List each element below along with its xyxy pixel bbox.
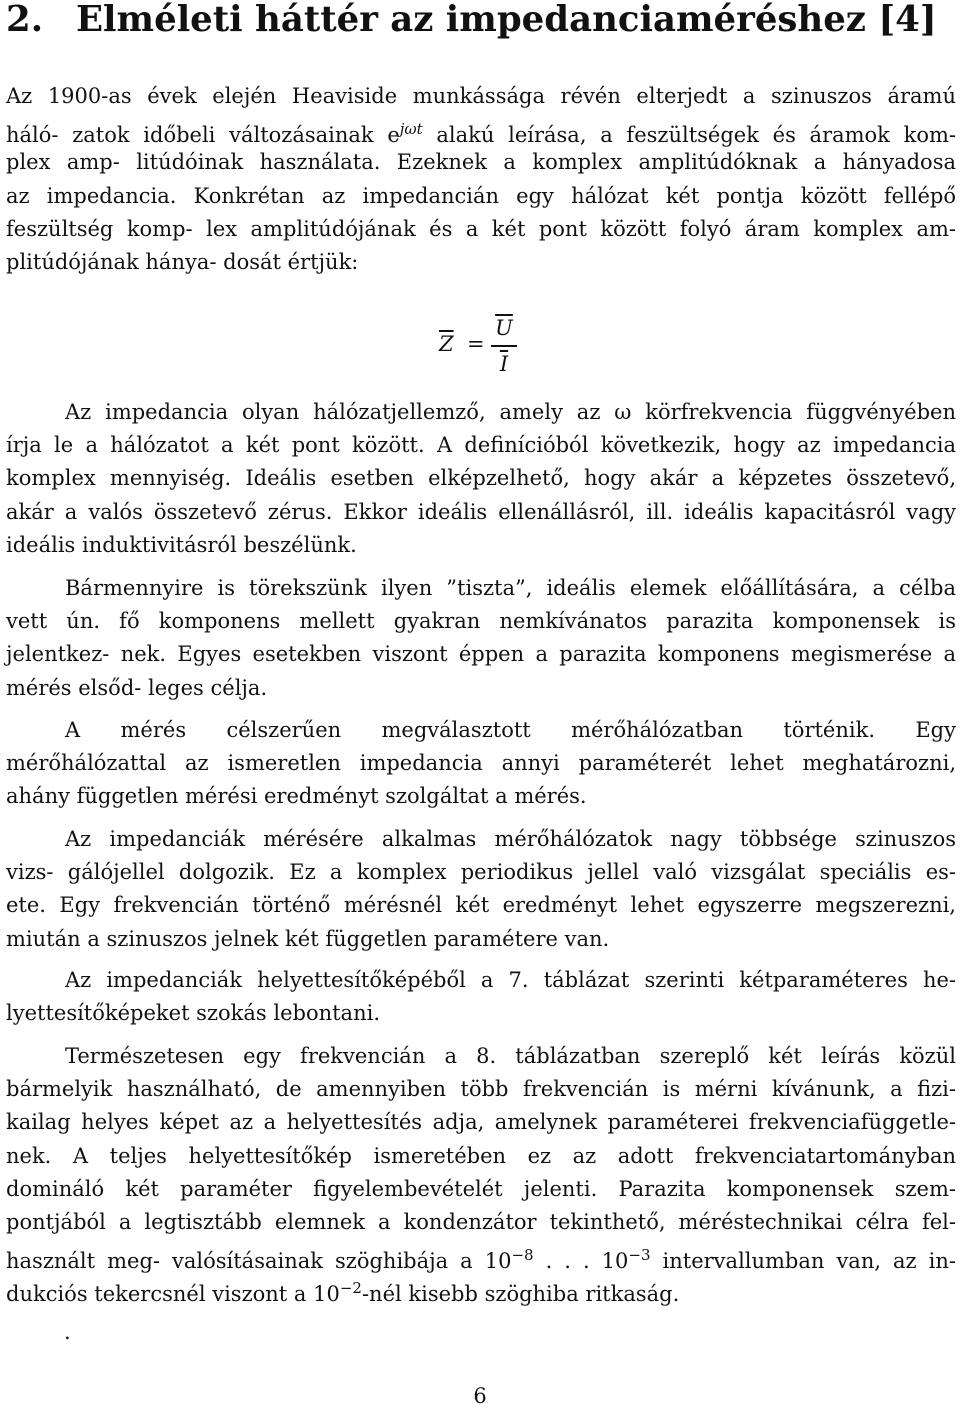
text-line: az impedancia. Konkrétan az impedancián egy hálózat két pontja között fellépő (6, 183, 956, 208)
text-line: Az impedanciák helyettesítőképéből a 7. táblázat szerinti kétparaméteres he- (65, 968, 956, 992)
impedance-formula (437, 313, 527, 379)
text-line: írja le a hálózatot a két pont között. A definícióból következik, hogy az impedancia (6, 433, 956, 458)
formula-equals: = (467, 332, 485, 356)
text-line: pontjából a legtisztább elemnek a kondenzátor tekinthető, méréstechnikai célra fel- (6, 1210, 956, 1234)
text-line: vett ún. fő komponens mellett gyakran nemkívánatos parazita komponensek is (6, 609, 956, 634)
text-line: feszültség komp- lex amplitúdójának és a két pont között folyó áram komplex am- (6, 216, 956, 241)
text-line: használt meg- valósításainak szöghibája a $10^{-8}$ . . . $10^{-3}$ intervallumban van, az in- (6, 1246, 956, 1274)
section-title: Elméleti háttér az impedanciaméréshez [4] (76, 0, 937, 40)
text-line: jelentkez- nek. Egyes esetekben viszont éppen a parazita komponens megismerése a (6, 642, 956, 667)
page-number: 6 (473, 1384, 487, 1408)
text-line: akár a valós összetevő zérus. Ekkor ideális ellenállásról, ill. ideális kapacitásról vagy (6, 499, 956, 524)
formula-denominator: I (499, 351, 509, 376)
text-line: domináló két paraméter figyelembevételét jelenti. Parazita komponensek szem- (6, 1176, 956, 1201)
text-line: Az impedanciák mérésére alkalmas mérőhálózatok nagy többsége szinuszos (65, 827, 956, 851)
text-line: dukciós tekercsnél viszont a $10^{-2}$-nél kisebb szöghiba ritkaság. (6, 1279, 680, 1307)
text-line: háló- zatok időbeli változásainak $e^{j\omega t}$ alakú leírása, a feszültségek és áramok kom- (6, 120, 956, 148)
text-line: komplex mennyiség. Ideális esetben elképzelhető, hogy akár a képzetes összetevő, (6, 466, 956, 491)
text-line: lyettesítőképeket szokás lebontani. (6, 1001, 380, 1026)
section-number: 2. (6, 0, 44, 40)
text-line: kailag helyes képet az a helyettesítés adja, amelynek paraméterei frekvenciafüggetle- (6, 1110, 956, 1135)
text-line: plitúdójának hánya- dosát értjük: (6, 250, 359, 274)
text-line: ahány független mérési eredményt szolgáltat a mérés. (6, 784, 587, 809)
text-line: bármelyik használható, de amennyiben több frekvencián is mérni kívánunk, a fizi- (6, 1077, 956, 1102)
text-line: plex amp- litúdóinak használata. Ezeknek a komplex amplitúdóknak a hányadosa (6, 150, 956, 175)
text-line: vizs- gálójellel dolgozik. Ez a komplex periodikus jellel való vizsgálat speciális es- (6, 860, 956, 885)
text-line: ete. Egy frekvencián történő mérésnél két eredményt lehet egyszerre megszerezni, (6, 893, 956, 918)
text-line: Bármennyire is törekszünk ilyen ”tiszta”, ideális elemek előállítására, a célba (65, 576, 956, 600)
text-line: ideális induktivitásról beszélünk. (6, 532, 357, 557)
text-line: A mérés célszerűen megválasztott mérőhálózatban történik. Egy (65, 718, 956, 742)
fraction-bar (491, 345, 517, 347)
text-line: miután a szinuszos jelnek két független paramétere van. (6, 926, 610, 951)
section-heading (6, 0, 937, 40)
text-line: nek. A teljes helyettesítőkép ismeretében ez az adott frekvenciatartományban (6, 1143, 956, 1168)
text-line: Természetesen egy frekvencián a 8. táblázatban szereplő két leírás közül (65, 1044, 956, 1068)
formula-fraction (491, 313, 517, 379)
text-line: mérőhálózattal az ismeretlen impedancia annyi paraméterét lehet meghatározni, (6, 751, 956, 776)
trailing-dot: . (64, 1320, 71, 1344)
formula-lhs: $\overline{Z}$ (439, 332, 454, 356)
text-line: Az 1900-as évek elején Heaviside munkássága révén elterjedt a szinuszos áramú (6, 84, 956, 108)
text-line: Az impedancia olyan hálózatjellemző, amely az ω körfrekvencia függvényében (65, 400, 956, 424)
text-line: mérés elsőd- leges célja. (6, 675, 268, 700)
formula-numerator: $\overline{U}$ (495, 316, 513, 340)
